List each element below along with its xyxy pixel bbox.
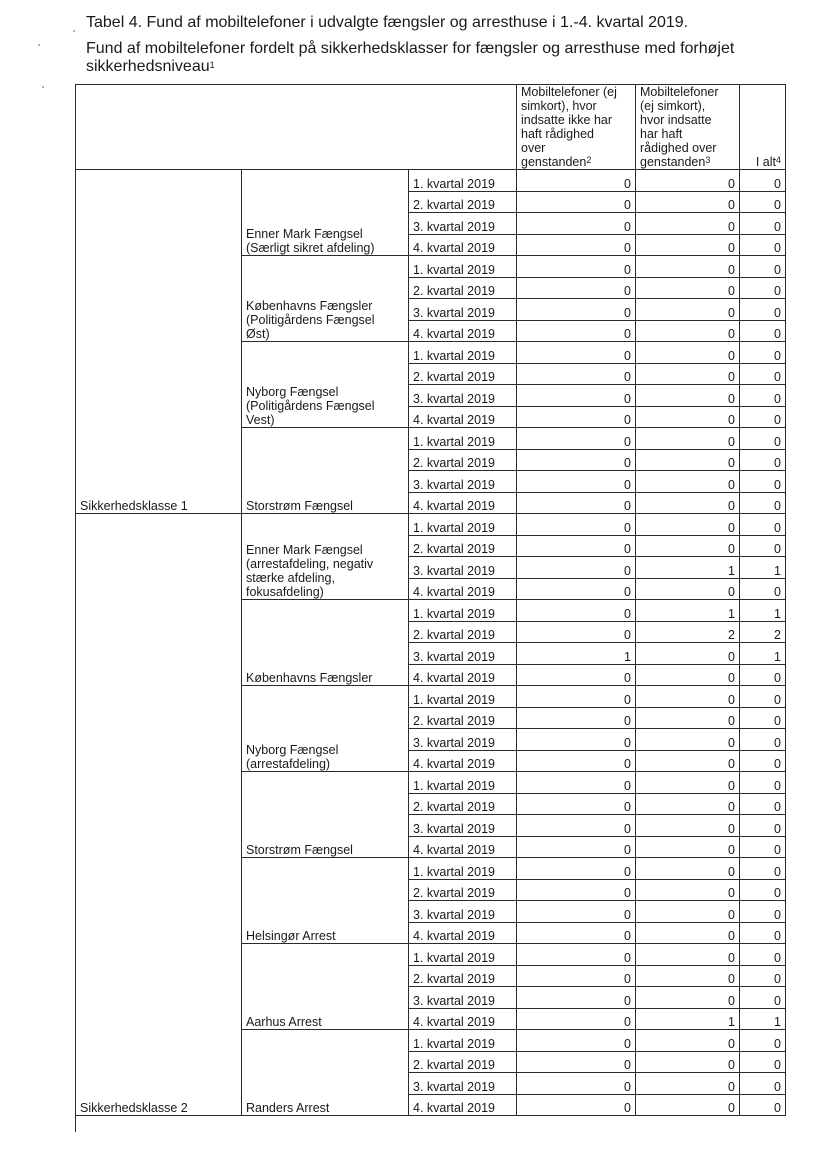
- access-value: 0: [636, 578, 740, 600]
- prison-name-line: (Særligt sikret afdeling): [246, 241, 375, 255]
- no-access-value: 0: [517, 342, 636, 364]
- prison-name-line: Storstrøm Fængsel: [246, 499, 353, 513]
- total-value: 0: [740, 750, 786, 772]
- header-line: haft rådighed: [521, 127, 594, 141]
- security-class-cell: Sikkerhedsklasse 1: [76, 170, 242, 514]
- prison-name-cell: [242, 772, 409, 858]
- quarter-cell: 1. kvartal 2019: [409, 170, 517, 192]
- access-value: 0: [636, 686, 740, 708]
- no-access-value: 0: [517, 793, 636, 815]
- prison-name-line: Enner Mark Fængsel: [246, 543, 363, 557]
- no-access-value: 0: [517, 879, 636, 901]
- total-value: 0: [740, 944, 786, 966]
- quarter-cell: 1. kvartal 2019: [409, 428, 517, 450]
- access-value: 0: [636, 514, 740, 536]
- quarter-cell: 2. kvartal 2019: [409, 191, 517, 213]
- total-value: 2: [740, 621, 786, 643]
- no-access-value: 1: [517, 643, 636, 665]
- total-value: 0: [740, 256, 786, 278]
- total-value: 0: [740, 234, 786, 256]
- header-line: Mobiltelefoner (ej: [521, 85, 617, 99]
- no-access-value: 0: [517, 277, 636, 299]
- total-value: 0: [740, 170, 786, 192]
- no-access-value: 0: [517, 170, 636, 192]
- no-access-value: 0: [517, 858, 636, 880]
- total-value: 1: [740, 1008, 786, 1030]
- prison-name-cell: [242, 256, 409, 342]
- security-class-cell: Sikkerhedsklasse 2: [76, 514, 242, 1116]
- quarter-cell: 1. kvartal 2019: [409, 514, 517, 536]
- quarter-cell: 3. kvartal 2019: [409, 729, 517, 751]
- header-empty-cell: [76, 85, 517, 170]
- total-value: 0: [740, 815, 786, 837]
- no-access-value: 0: [517, 922, 636, 944]
- prison-name-line: Københavns Fængsler: [246, 671, 373, 685]
- quarter-cell: 2. kvartal 2019: [409, 879, 517, 901]
- quarter-cell: 3. kvartal 2019: [409, 557, 517, 579]
- access-value: 0: [636, 234, 740, 256]
- access-value: 0: [636, 664, 740, 686]
- col-header-access: Mobiltelefoner (ej simkort), hvor indsatte har haft rådighed over genstanden$^3$: [636, 85, 740, 170]
- prison-name-line: fokusafdeling): [246, 585, 324, 599]
- table-body: [76, 170, 786, 1116]
- access-value: 0: [636, 643, 740, 665]
- access-value: 0: [636, 320, 740, 342]
- total-value: 0: [740, 901, 786, 923]
- prison-name-cell: [242, 1030, 409, 1116]
- total-value: 0: [740, 277, 786, 299]
- header-line: rådighed over: [640, 141, 717, 155]
- quarter-cell: 1. kvartal 2019: [409, 686, 517, 708]
- total-value: 0: [740, 793, 786, 815]
- access-value: 0: [636, 965, 740, 987]
- quarter-cell: 2. kvartal 2019: [409, 449, 517, 471]
- no-access-value: 0: [517, 772, 636, 794]
- total-value: 0: [740, 406, 786, 428]
- total-value: 0: [740, 1094, 786, 1116]
- total-value: 0: [740, 213, 786, 235]
- quarter-cell: 1. kvartal 2019: [409, 858, 517, 880]
- total-value: 1: [740, 600, 786, 622]
- quarter-cell: 3. kvartal 2019: [409, 1073, 517, 1095]
- prison-name-line: Københavns Fængsler: [246, 299, 373, 313]
- access-value: 2: [636, 621, 740, 643]
- access-value: 0: [636, 901, 740, 923]
- access-value: 0: [636, 449, 740, 471]
- no-access-value: 0: [517, 1073, 636, 1095]
- access-value: 0: [636, 1030, 740, 1052]
- quarter-cell: 1. kvartal 2019: [409, 1030, 517, 1052]
- prison-name-line: Enner Mark Fængsel: [246, 227, 363, 241]
- total-value: 0: [740, 471, 786, 493]
- quarter-cell: 3. kvartal 2019: [409, 815, 517, 837]
- access-value: 0: [636, 922, 740, 944]
- prison-name-line: Nyborg Fængsel: [246, 743, 339, 757]
- no-access-value: 0: [517, 449, 636, 471]
- total-value: 0: [740, 449, 786, 471]
- no-access-value: 0: [517, 836, 636, 858]
- no-access-value: 0: [517, 406, 636, 428]
- total-value: 0: [740, 729, 786, 751]
- quarter-cell: 1. kvartal 2019: [409, 772, 517, 794]
- findings-table: [75, 84, 786, 1116]
- access-value: 0: [636, 1073, 740, 1095]
- quarter-cell: 2. kvartal 2019: [409, 965, 517, 987]
- total-value: 0: [740, 385, 786, 407]
- quarter-cell: 1. kvartal 2019: [409, 944, 517, 966]
- prison-name-line: Storstrøm Fængsel: [246, 843, 353, 857]
- no-access-value: 0: [517, 1030, 636, 1052]
- scan-speck: [42, 86, 44, 88]
- quarter-cell: 4. kvartal 2019: [409, 320, 517, 342]
- total-value: 0: [740, 686, 786, 708]
- access-value: 0: [636, 772, 740, 794]
- quarter-cell: 1. kvartal 2019: [409, 342, 517, 364]
- access-value: 1: [636, 1008, 740, 1030]
- quarter-cell: 4. kvartal 2019: [409, 664, 517, 686]
- access-value: 0: [636, 277, 740, 299]
- total-value: 0: [740, 363, 786, 385]
- quarter-cell: 4. kvartal 2019: [409, 750, 517, 772]
- access-value: 0: [636, 729, 740, 751]
- prison-name-line: Helsingør Arrest: [246, 929, 336, 943]
- no-access-value: 0: [517, 320, 636, 342]
- prison-name-cell: [242, 342, 409, 428]
- quarter-cell: 2. kvartal 2019: [409, 621, 517, 643]
- access-value: 0: [636, 1094, 740, 1116]
- prison-name-line: Randers Arrest: [246, 1101, 330, 1115]
- access-value: 0: [636, 471, 740, 493]
- prison-name-line: Aarhus Arrest: [246, 1015, 322, 1029]
- quarter-cell: 3. kvartal 2019: [409, 987, 517, 1009]
- total-value: 0: [740, 858, 786, 880]
- no-access-value: 0: [517, 492, 636, 514]
- footnote-marker: 1: [209, 60, 215, 70]
- access-value: 0: [636, 191, 740, 213]
- no-access-value: 0: [517, 578, 636, 600]
- access-value: 0: [636, 793, 740, 815]
- access-value: 0: [636, 428, 740, 450]
- quarter-cell: 4. kvartal 2019: [409, 578, 517, 600]
- access-value: 0: [636, 535, 740, 557]
- table-header: [76, 85, 786, 170]
- total-value: 0: [740, 299, 786, 321]
- no-access-value: 0: [517, 514, 636, 536]
- prison-name-cell: [242, 858, 409, 944]
- scan-speck: [38, 44, 40, 46]
- no-access-value: 0: [517, 1094, 636, 1116]
- prison-name-cell: [242, 514, 409, 600]
- no-access-value: 0: [517, 428, 636, 450]
- quarter-cell: 1. kvartal 2019: [409, 600, 517, 622]
- access-value: 0: [636, 492, 740, 514]
- prison-name-line: (Politigårdens Fængsel: [246, 399, 375, 413]
- total-value: 0: [740, 320, 786, 342]
- no-access-value: 0: [517, 686, 636, 708]
- no-access-value: 0: [517, 535, 636, 557]
- no-access-value: 0: [517, 621, 636, 643]
- access-value: 0: [636, 879, 740, 901]
- quarter-cell: 3. kvartal 2019: [409, 643, 517, 665]
- access-value: 0: [636, 363, 740, 385]
- total-value: 1: [740, 643, 786, 665]
- no-access-value: 0: [517, 664, 636, 686]
- prison-name-line: (arrestafdeling): [246, 757, 331, 771]
- no-access-value: 0: [517, 965, 636, 987]
- no-access-value: 0: [517, 1051, 636, 1073]
- total-value: 1: [740, 557, 786, 579]
- header-line: over: [521, 141, 546, 155]
- total-value: 0: [740, 879, 786, 901]
- quarter-cell: 1. kvartal 2019: [409, 256, 517, 278]
- no-access-value: 0: [517, 256, 636, 278]
- table-row: [76, 514, 786, 536]
- total-value: 0: [740, 342, 786, 364]
- no-access-value: 0: [517, 750, 636, 772]
- col-header-total: I alt$^4$: [740, 85, 786, 170]
- quarter-cell: 4. kvartal 2019: [409, 234, 517, 256]
- quarter-cell: 3. kvartal 2019: [409, 471, 517, 493]
- prison-name-line: Vest): [246, 413, 275, 427]
- total-value: 0: [740, 965, 786, 987]
- access-value: 0: [636, 815, 740, 837]
- prison-name-cell: [242, 686, 409, 772]
- total-value: 0: [740, 428, 786, 450]
- no-access-value: 0: [517, 191, 636, 213]
- table-row: [76, 170, 786, 192]
- total-value: 0: [740, 836, 786, 858]
- total-value: 0: [740, 772, 786, 794]
- no-access-value: 0: [517, 815, 636, 837]
- prison-name-line: Øst): [246, 327, 270, 341]
- total-value: 0: [740, 987, 786, 1009]
- quarter-cell: 3. kvartal 2019: [409, 213, 517, 235]
- prison-name-cell: [242, 170, 409, 256]
- quarter-cell: 4. kvartal 2019: [409, 836, 517, 858]
- total-value: 0: [740, 578, 786, 600]
- no-access-value: 0: [517, 944, 636, 966]
- total-value: 0: [740, 1051, 786, 1073]
- quarter-cell: 3. kvartal 2019: [409, 299, 517, 321]
- access-value: 0: [636, 170, 740, 192]
- header-line: Mobiltelefoner: [640, 85, 719, 99]
- table-left-border-extension: [75, 1110, 76, 1132]
- total-value: 0: [740, 664, 786, 686]
- total-value: 0: [740, 191, 786, 213]
- prison-name-cell: [242, 600, 409, 686]
- quarter-cell: 2. kvartal 2019: [409, 707, 517, 729]
- quarter-cell: 2. kvartal 2019: [409, 535, 517, 557]
- no-access-value: 0: [517, 707, 636, 729]
- access-value: 0: [636, 342, 740, 364]
- access-value: 0: [636, 707, 740, 729]
- access-value: 0: [636, 987, 740, 1009]
- no-access-value: 0: [517, 234, 636, 256]
- quarter-cell: 4. kvartal 2019: [409, 492, 517, 514]
- table-subtitle-cont: sikkerhedsniveau$^1$: [86, 58, 215, 75]
- no-access-value: 0: [517, 471, 636, 493]
- header-line: (ej simkort),: [640, 99, 706, 113]
- prison-name-line: (Politigårdens Fængsel: [246, 313, 375, 327]
- access-value: 0: [636, 385, 740, 407]
- total-value: 0: [740, 1030, 786, 1052]
- no-access-value: 0: [517, 600, 636, 622]
- prison-name-cell: [242, 428, 409, 514]
- quarter-cell: 3. kvartal 2019: [409, 385, 517, 407]
- header-line: simkort), hvor: [521, 99, 597, 113]
- prison-name-cell: [242, 944, 409, 1030]
- quarter-cell: 2. kvartal 2019: [409, 793, 517, 815]
- total-value: 0: [740, 1073, 786, 1095]
- total-value: 0: [740, 492, 786, 514]
- table-title: Tabel 4. Fund af mobiltelefoner i udvalgte fængsler og arresthuse i 1.-4. kvartal 2019.: [86, 14, 689, 31]
- no-access-value: 0: [517, 385, 636, 407]
- prison-name-line: stærke afdeling,: [246, 571, 335, 585]
- total-value: 0: [740, 922, 786, 944]
- total-value: 0: [740, 514, 786, 536]
- prison-name-line: (arrestafdeling, negativ: [246, 557, 374, 571]
- no-access-value: 0: [517, 987, 636, 1009]
- access-value: 0: [636, 256, 740, 278]
- total-value: 0: [740, 707, 786, 729]
- no-access-value: 0: [517, 299, 636, 321]
- header-line: hvor indsatte: [640, 113, 712, 127]
- access-value: 1: [636, 557, 740, 579]
- header-line: har haft: [640, 127, 683, 141]
- quarter-cell: 2. kvartal 2019: [409, 363, 517, 385]
- no-access-value: 0: [517, 557, 636, 579]
- access-value: 0: [636, 1051, 740, 1073]
- prison-name-line: Nyborg Fængsel: [246, 385, 339, 399]
- access-value: 1: [636, 600, 740, 622]
- no-access-value: 0: [517, 901, 636, 923]
- no-access-value: 0: [517, 213, 636, 235]
- access-value: 0: [636, 944, 740, 966]
- col-header-no-access: Mobiltelefoner (ej simkort), hvor indsatte ikke har haft rådighed over genstanden$^2$: [517, 85, 636, 170]
- total-value: 0: [740, 535, 786, 557]
- quarter-cell: 4. kvartal 2019: [409, 406, 517, 428]
- scan-speck: [73, 30, 75, 32]
- quarter-cell: 4. kvartal 2019: [409, 1094, 517, 1116]
- access-value: 0: [636, 213, 740, 235]
- no-access-value: 0: [517, 729, 636, 751]
- quarter-cell: 3. kvartal 2019: [409, 901, 517, 923]
- no-access-value: 0: [517, 363, 636, 385]
- quarter-cell: 4. kvartal 2019: [409, 1008, 517, 1030]
- quarter-cell: 2. kvartal 2019: [409, 1051, 517, 1073]
- access-value: 0: [636, 406, 740, 428]
- access-value: 0: [636, 836, 740, 858]
- access-value: 0: [636, 299, 740, 321]
- quarter-cell: 2. kvartal 2019: [409, 277, 517, 299]
- no-access-value: 0: [517, 1008, 636, 1030]
- header-line: indsatte ikke har: [521, 113, 613, 127]
- table-subtitle: Fund af mobiltelefoner fordelt på sikkerhedsklasser for fængsler og arresthuse med forhøjet: [86, 40, 735, 57]
- access-value: 0: [636, 750, 740, 772]
- quarter-cell: 4. kvartal 2019: [409, 922, 517, 944]
- access-value: 0: [636, 858, 740, 880]
